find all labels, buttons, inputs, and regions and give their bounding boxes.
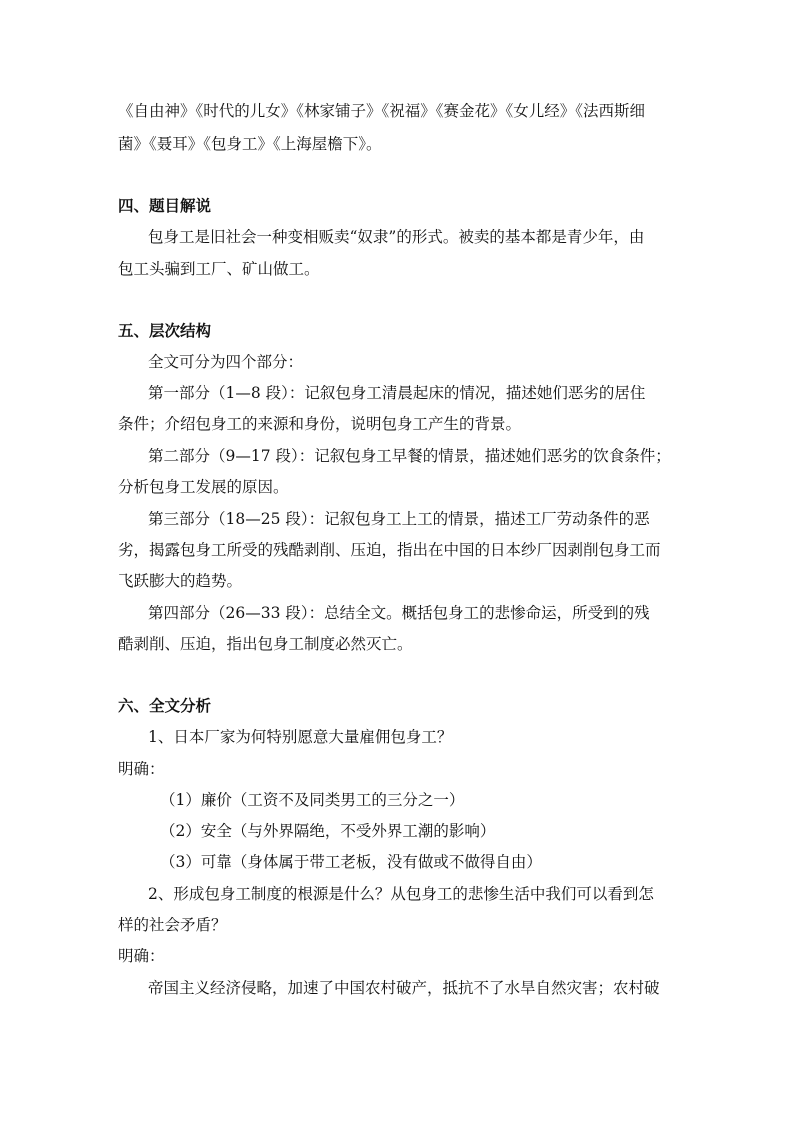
paragraph-line: 全文可分为四个部分： bbox=[148, 353, 304, 371]
part-three-line: 飞跃膨大的趋势。 bbox=[118, 572, 243, 590]
part-four-line: 酷剥削、压迫，指出包身工制度必然灭亡。 bbox=[118, 635, 413, 653]
section-heading-analysis: 六、全文分析 bbox=[118, 697, 212, 715]
part-four-line: 第四部分（26—33 段）：总结全文。概括包身工的悲惨命运，所受到的残 bbox=[148, 604, 650, 622]
part-one-line: 条件；介绍包身工的来源和身份，说明包身工产生的背景。 bbox=[118, 415, 522, 433]
section-heading-structure: 五、层次结构 bbox=[118, 322, 212, 340]
paragraph-line: 包工头骗到工厂、矿山做工。 bbox=[118, 260, 320, 278]
answer-label: 明确： bbox=[118, 947, 165, 965]
part-two-line: 分析包身工发展的原因。 bbox=[118, 478, 289, 496]
answer-label: 明确： bbox=[118, 760, 165, 778]
question-line: 1、日本厂家为何特别愿意大量雇佣包身工？ bbox=[148, 728, 453, 746]
answer-item: （1）廉价（工资不及同类男工的三分之一） bbox=[160, 791, 465, 809]
question-line: 2、形成包身工制度的根源是什么？从包身工的悲惨生活中我们可以看到怎 bbox=[148, 885, 654, 903]
paragraph-line: 包身工是旧社会一种变相贩卖“奴隶”的形式。被卖的基本都是青少年，由 bbox=[148, 228, 645, 246]
part-two-line: 第二部分（9—17 段）：记叙包身工早餐的情景，描述她们恶劣的饮食条件； bbox=[148, 447, 671, 465]
works-list-line: 菌》《聂耳》《包身工》《上海屋檐下》。 bbox=[118, 135, 382, 153]
part-three-line: 第三部分（18—25 段）：记叙包身工上工的情景，描述工厂劳动条件的恶 bbox=[148, 510, 650, 528]
part-three-line: 劣，揭露包身工所受的残酷剥削、压迫，指出在中国的日本纱厂因剥削包身工而 bbox=[118, 541, 661, 559]
works-list-line: 《自由神》《时代的儿女》《林家铺子》《祝福》《赛金花》《女儿经》《法西斯细 bbox=[118, 102, 646, 120]
section-heading-title-explanation: 四、题目解说 bbox=[118, 197, 212, 215]
question-line: 样的社会矛盾？ bbox=[118, 916, 227, 934]
answer-item: （3）可靠（身体属于带工老板，没有做或不做得自由） bbox=[160, 853, 542, 871]
part-one-line: 第一部分（1—8 段）：记叙包身工清晨起床的情况，描述她们恶劣的居住 bbox=[148, 384, 646, 402]
answer-item: （2）安全（与外界隔绝，不受外界工潮的影响） bbox=[160, 822, 496, 840]
answer-paragraph-line: 帝国主义经济侵略，加速了中国农村破产，抵抗不了水旱自然灾害；农村破 bbox=[148, 979, 660, 997]
